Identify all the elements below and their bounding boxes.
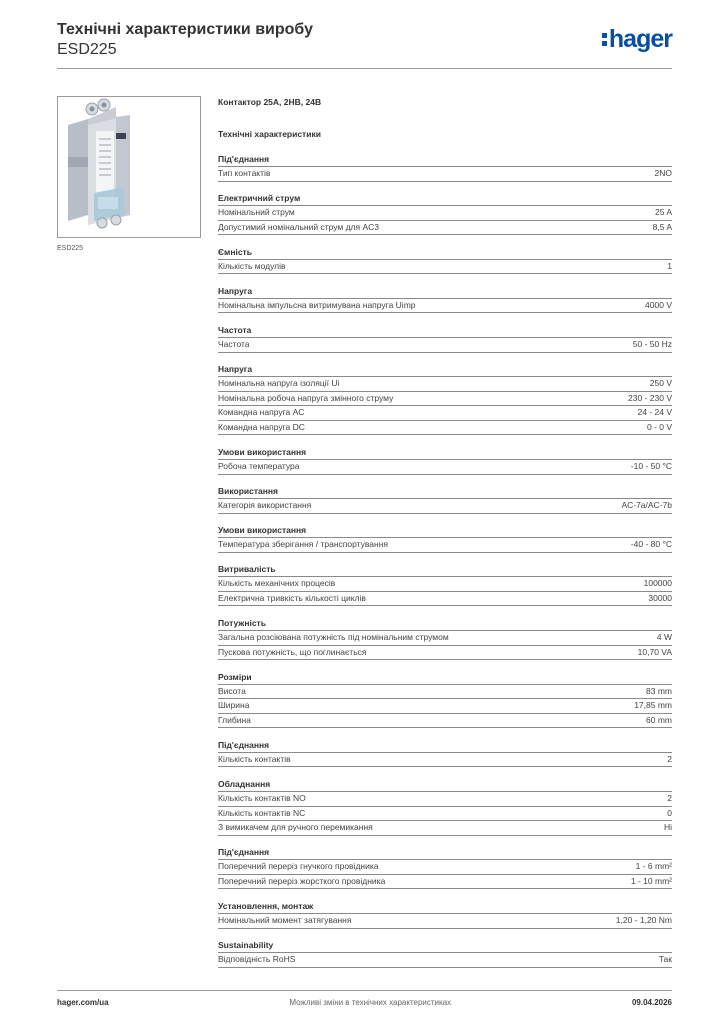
spec-label: Кількість контактів NC	[218, 807, 306, 818]
spec-group	[218, 845, 672, 889]
spec-label: Тип контактів	[218, 168, 271, 178]
spec-label: Командна напруга DC	[218, 421, 305, 432]
spec-value: 8,5 A	[652, 221, 672, 232]
spec-group	[218, 284, 672, 314]
spec-group-title: Умови використання	[218, 445, 672, 460]
spec-value: Так	[658, 954, 672, 965]
spec-value: 30000	[648, 592, 672, 603]
spec-label: Номінальна робоча напруга змінного струму	[218, 392, 394, 403]
spec-group	[218, 245, 672, 275]
spec-group-title: Під'єднання	[218, 738, 672, 753]
spec-value: 100000	[643, 578, 672, 589]
spec-label: Поперечний переріз гнучкого провідника	[218, 861, 379, 872]
spec-row	[218, 167, 672, 182]
spec-row	[218, 685, 672, 700]
spec-group-title: Потужність	[218, 616, 672, 631]
spec-group	[218, 670, 672, 729]
spec-label: Категорія використання	[218, 500, 312, 511]
spec-row	[218, 577, 672, 592]
spec-label: Кількість контактів	[218, 753, 291, 764]
spec-row	[218, 953, 672, 968]
spec-value: 4 W	[656, 631, 672, 642]
spec-row	[218, 260, 672, 275]
logo-text: hager	[608, 25, 672, 53]
spec-label: Електрична тривкість кількості циклів	[218, 592, 366, 603]
spec-group-title: Розміри	[218, 670, 672, 685]
spec-row	[218, 807, 672, 822]
spec-row	[218, 875, 672, 890]
spec-group	[218, 445, 672, 475]
contactor-image-icon	[58, 97, 200, 237]
spec-label: Допустимий номінальний струм для AC3	[218, 221, 379, 232]
spec-value: 24 - 24 V	[637, 407, 672, 418]
spec-value: 83 mm	[646, 685, 672, 696]
spec-value: 0	[667, 807, 672, 818]
document-title: Технічні характеристики виробу	[57, 21, 313, 38]
spec-value: 0 - 0 V	[646, 421, 672, 432]
spec-value: -10 - 50 °C	[630, 460, 672, 471]
spec-label: Загальна розсіювана потужність під номінальним струмом	[218, 631, 449, 642]
spec-group-title: Установлення, монтаж	[218, 899, 672, 914]
spec-group-title: Частота	[218, 323, 672, 338]
footer-note: Можливі зміни в технічних характеристиках	[289, 998, 452, 1007]
logo-dots-icon	[602, 33, 607, 46]
spec-value: 250 V	[649, 378, 672, 389]
product-code: ESD225	[57, 41, 117, 58]
page-header	[57, 20, 672, 68]
spec-row	[218, 392, 672, 407]
spec-value: 1 - 10 mm²	[630, 875, 672, 886]
spec-row	[218, 406, 672, 421]
spec-groups	[218, 152, 672, 968]
spec-row	[218, 646, 672, 661]
spec-group	[218, 562, 672, 606]
spec-value: 2NO	[654, 168, 672, 178]
spec-row	[218, 592, 672, 607]
spec-group	[218, 938, 672, 968]
spec-group-title: Під'єднання	[218, 845, 672, 860]
product-name: Контактор 25А, 2НВ, 24В	[218, 97, 322, 107]
spec-label: Поперечний переріз жорсткого провідника	[218, 875, 386, 886]
spec-group-title: Використання	[218, 484, 672, 499]
spec-row	[218, 421, 672, 436]
spec-label: Ширина	[218, 700, 250, 711]
spec-row	[218, 299, 672, 314]
spec-row	[218, 206, 672, 221]
spec-value: 1 - 6 mm²	[635, 861, 672, 872]
spec-group	[218, 899, 672, 929]
spec-group	[218, 523, 672, 553]
spec-group	[218, 323, 672, 353]
spec-label: Глибина	[218, 714, 251, 725]
spec-label: Робоча температура	[218, 460, 300, 471]
spec-value: -40 - 80 °C	[630, 539, 672, 550]
spec-group-title: Sustainability	[218, 938, 672, 953]
spec-label: З вимикачем для ручного перемикання	[218, 822, 373, 833]
spec-value: 1,20 - 1,20 Nm	[615, 914, 672, 925]
spec-value: 2	[667, 753, 672, 764]
spec-group-title: Під'єднання	[218, 152, 672, 167]
spec-group	[218, 738, 672, 768]
spec-group-title: Напруга	[218, 362, 672, 377]
section-title: Технічні характеристики	[218, 129, 321, 139]
spec-label: Температура зберігання / транспортування	[218, 539, 389, 550]
spec-row	[218, 714, 672, 729]
spec-value: 230 - 230 V	[628, 392, 672, 403]
spec-value: AC-7a/AC-7b	[621, 500, 672, 511]
spec-value: 60 mm	[646, 714, 672, 725]
spec-group-title: Напруга	[218, 284, 672, 299]
spec-row	[218, 377, 672, 392]
spec-row	[218, 753, 672, 768]
spec-value: 25 A	[654, 207, 672, 218]
spec-group-title: Ємність	[218, 245, 672, 260]
spec-label: Відповідність RoHS	[218, 954, 296, 965]
spec-value: 50 - 50 Hz	[632, 338, 672, 349]
image-caption: ESD225	[57, 245, 84, 252]
spec-group	[218, 362, 672, 435]
spec-label: Висота	[218, 685, 246, 696]
spec-label: Пускова потужність, що поглинається	[218, 646, 367, 657]
spec-row	[218, 792, 672, 807]
spec-value: Ні	[663, 822, 672, 833]
spec-row	[218, 821, 672, 836]
footer-divider	[57, 990, 672, 991]
specifications	[218, 96, 672, 977]
hager-logo	[602, 26, 672, 52]
product-image	[57, 96, 201, 238]
spec-label: Номінальний струм	[218, 207, 295, 218]
spec-group	[218, 152, 672, 182]
spec-row	[218, 338, 672, 353]
spec-row	[218, 460, 672, 475]
spec-group	[218, 484, 672, 514]
spec-group-title: Обладнання	[218, 777, 672, 792]
spec-label: Номінальний момент затягування	[218, 914, 352, 925]
footer-date: 09.04.2026	[631, 998, 672, 1007]
spec-group-title: Електричний струм	[218, 191, 672, 206]
spec-row	[218, 699, 672, 714]
spec-value: 10,70 VA	[637, 646, 672, 657]
spec-group	[218, 191, 672, 235]
spec-label: Номінальна імпульсна витримувана напруга Uimp	[218, 299, 416, 310]
spec-row	[218, 914, 672, 929]
spec-row	[218, 631, 672, 646]
spec-label: Командна напруга AC	[218, 407, 305, 418]
spec-group	[218, 616, 672, 660]
spec-label: Кількість механічних процесів	[218, 578, 336, 589]
spec-value: 4000 V	[645, 299, 672, 310]
spec-value: 1	[667, 260, 672, 271]
spec-row	[218, 860, 672, 875]
spec-value: 2	[667, 792, 672, 803]
spec-row	[218, 538, 672, 553]
page-footer	[57, 998, 672, 1007]
spec-label: Номінальна напруга ізоляції Ui	[218, 378, 340, 389]
header-divider	[57, 68, 672, 69]
spec-group	[218, 777, 672, 836]
footer-website-link[interactable]: hager.com/ua	[57, 998, 109, 1007]
spec-group-title: Умови використання	[218, 523, 672, 538]
spec-value: 17,85 mm	[634, 700, 672, 711]
spec-label: Частота	[218, 338, 250, 349]
spec-group-title: Витривалість	[218, 562, 672, 577]
spec-row	[218, 221, 672, 236]
spec-row	[218, 499, 672, 514]
spec-label: Кількість модулів	[218, 260, 286, 271]
spec-label: Кількість контактів NO	[218, 792, 306, 803]
